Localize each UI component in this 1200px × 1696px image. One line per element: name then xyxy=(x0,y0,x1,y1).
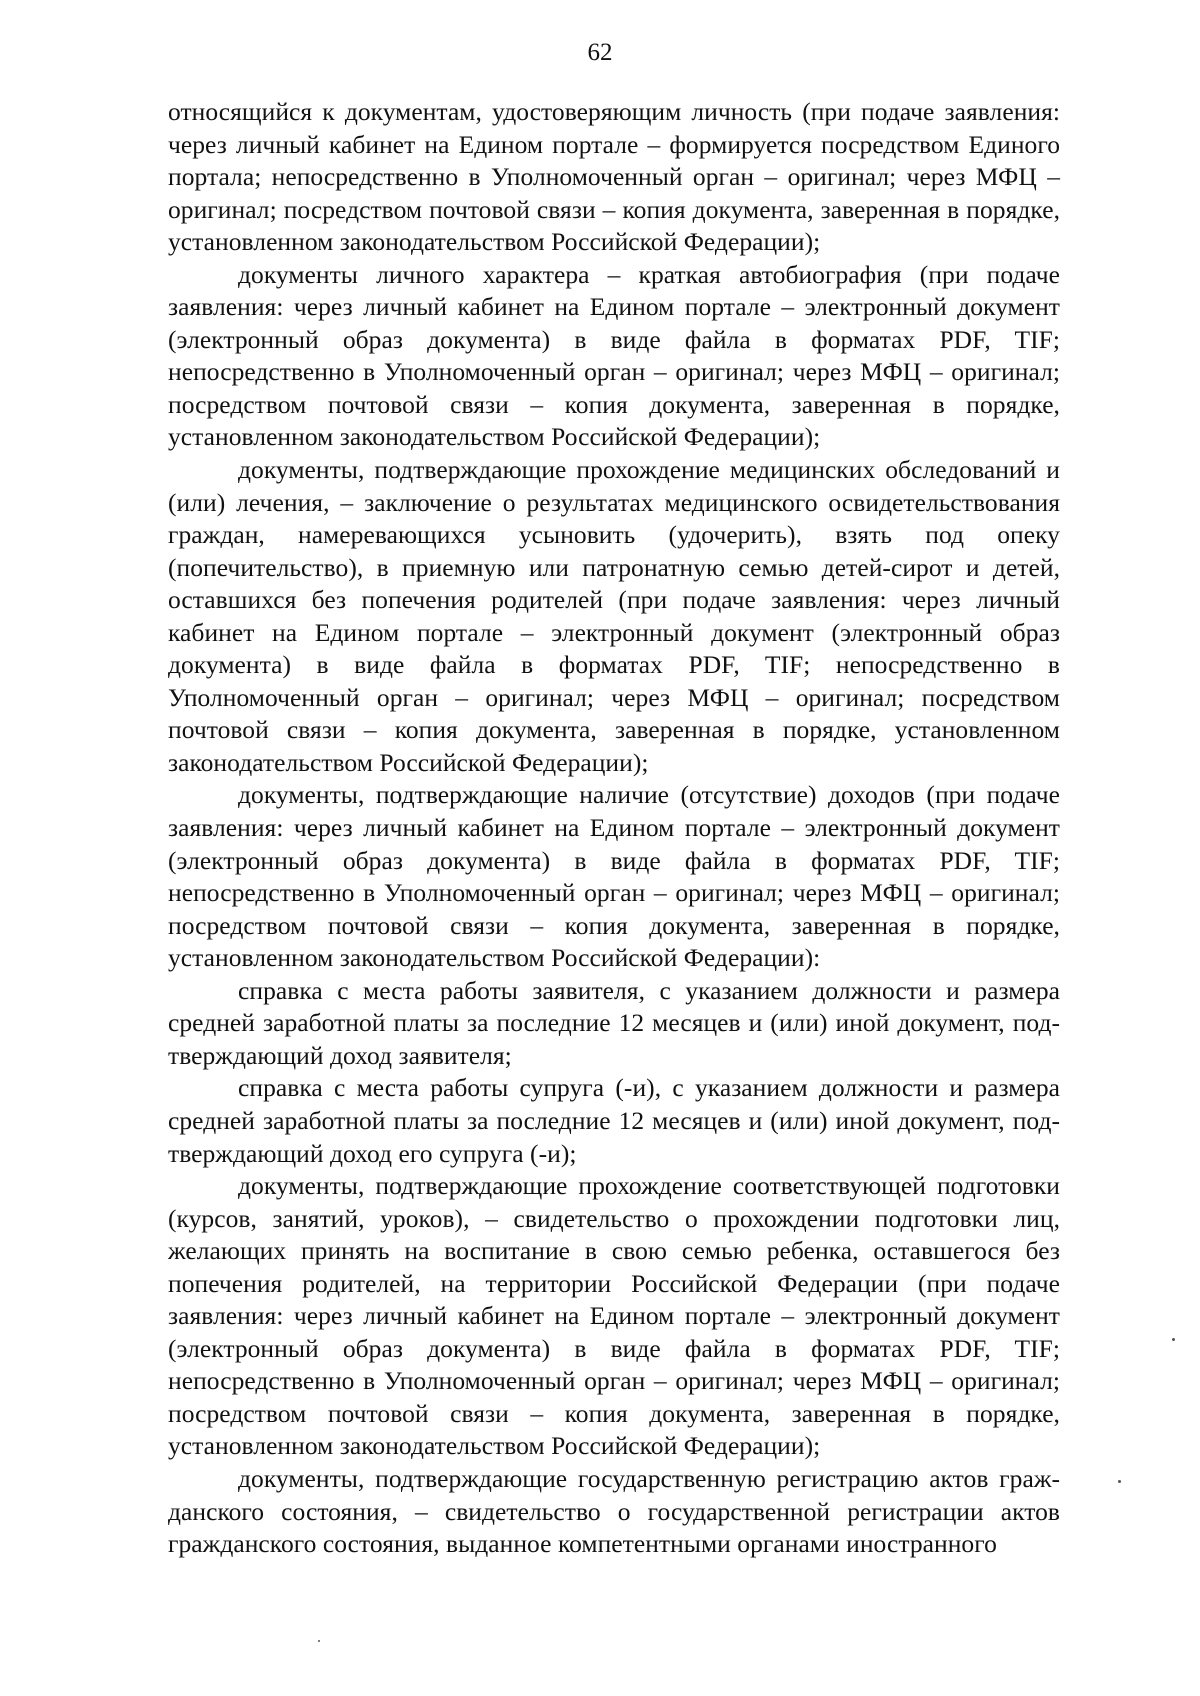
paragraph-income-documents: документы, подтверждающие наличие (отсутствие) доходов (при подаче заявления: через личный кабинет на Едином портале – электронный документ (электронный образ документа) в виде файла в форматах PDF, TIF; непосредственно в Уполномоченный орган – оригинал; через МФЦ – оригинал; посредством почтовой связи – копия документа, заверенная в порядке, установленном законодательством Российской Федерации): xyxy=(168,780,1060,973)
scan-speck xyxy=(318,1640,320,1642)
paragraph-civil-registration-documents: документы, подтверждающие государственную регистрацию актов гражданского состояния, – свидетельство о государственной регистрации актов гражданского состояния, выданное компетентными органами иностранного xyxy=(168,1463,1060,1559)
paragraph-personal-documents: документы личного характера – краткая автобиография (при подаче заявления: через личный кабинет на Едином портале – электронный документ (электронный образ документа) в виде файла в форматах PDF, TIF; непосредственно в Уполномоченный орган – оригинал; через МФЦ – оригинал; посредством почтовой связи – копия документа, заверенная в порядке, установленном законодательством Российской Федерации); xyxy=(168,259,1060,452)
page-number: 62 xyxy=(587,39,613,66)
paragraph-spouse-income-certificate: справка с места работы супруга (-и), с указанием должности и размера средней заработной платы за последние 12 месяцев и (или) иной документ, подтверждающий доход его супруга (-и); xyxy=(168,1073,1060,1168)
paragraph-applicant-income-certificate: справка с места работы заявителя, с указанием должности и размера средней заработной платы за последние 12 месяцев и (или) иной документ, подтверждающий доход заявителя; xyxy=(168,975,1060,1070)
scan-speck xyxy=(1172,1338,1175,1341)
paragraph-training-documents: документы, подтверждающие прохождение соответствующей подготовки (курсов, занятий, уроков), – свидетельство о прохождении подготовки лиц, желающих принять на воспитание в свою семью ребенка, оставшегося без попечения родителей, на территории Российской Федерации (при подаче заявления: через личный кабинет на Едином портале – электронный документ (электронный образ документа) в виде файла в форматах PDF, TIF; непосредственно в Уполномоченный орган – оригинал; через МФЦ – оригинал; посредством почтовой связи – копия документа, заверенная в порядке, установленном законодательством Российской Федерации); xyxy=(168,1171,1060,1461)
paragraph-identity-documents-continued: относящийся к документам, удостоверяющим личность (при подаче заявления: через личный кабинет на Едином портале – формируется посредством Единого портала; непосредственно в Уполномоченный орган – оригинал; через МФЦ – оригинал; посредством почтовой связи – копия документа, заверенная в порядке, установленном законодательством Российской Федерации); xyxy=(168,97,1060,257)
scan-speck xyxy=(1118,1480,1121,1483)
document-body xyxy=(168,96,1060,1561)
paragraph-medical-documents: документы, подтверждающие прохождение медицинских обследований и (или) лечения, – заключение о результатах медицинского освидетельствования граждан, намеревающихся усыновить (удочерить), взять под опеку (попечительство), в приемную или патронатную семью детей-сирот и детей, оставшихся без попечения родителей (при подаче заявления: через личный кабинет на Едином портале – электронный документ (электронный образ документа) в виде файла в форматах PDF, TIF; непосредственно в Уполномоченный орган – оригинал; через МФЦ – оригинал; посредством почтовой связи – копия документа, заверенная в порядке, установленном законодательством Российской Федерации); xyxy=(168,455,1060,777)
